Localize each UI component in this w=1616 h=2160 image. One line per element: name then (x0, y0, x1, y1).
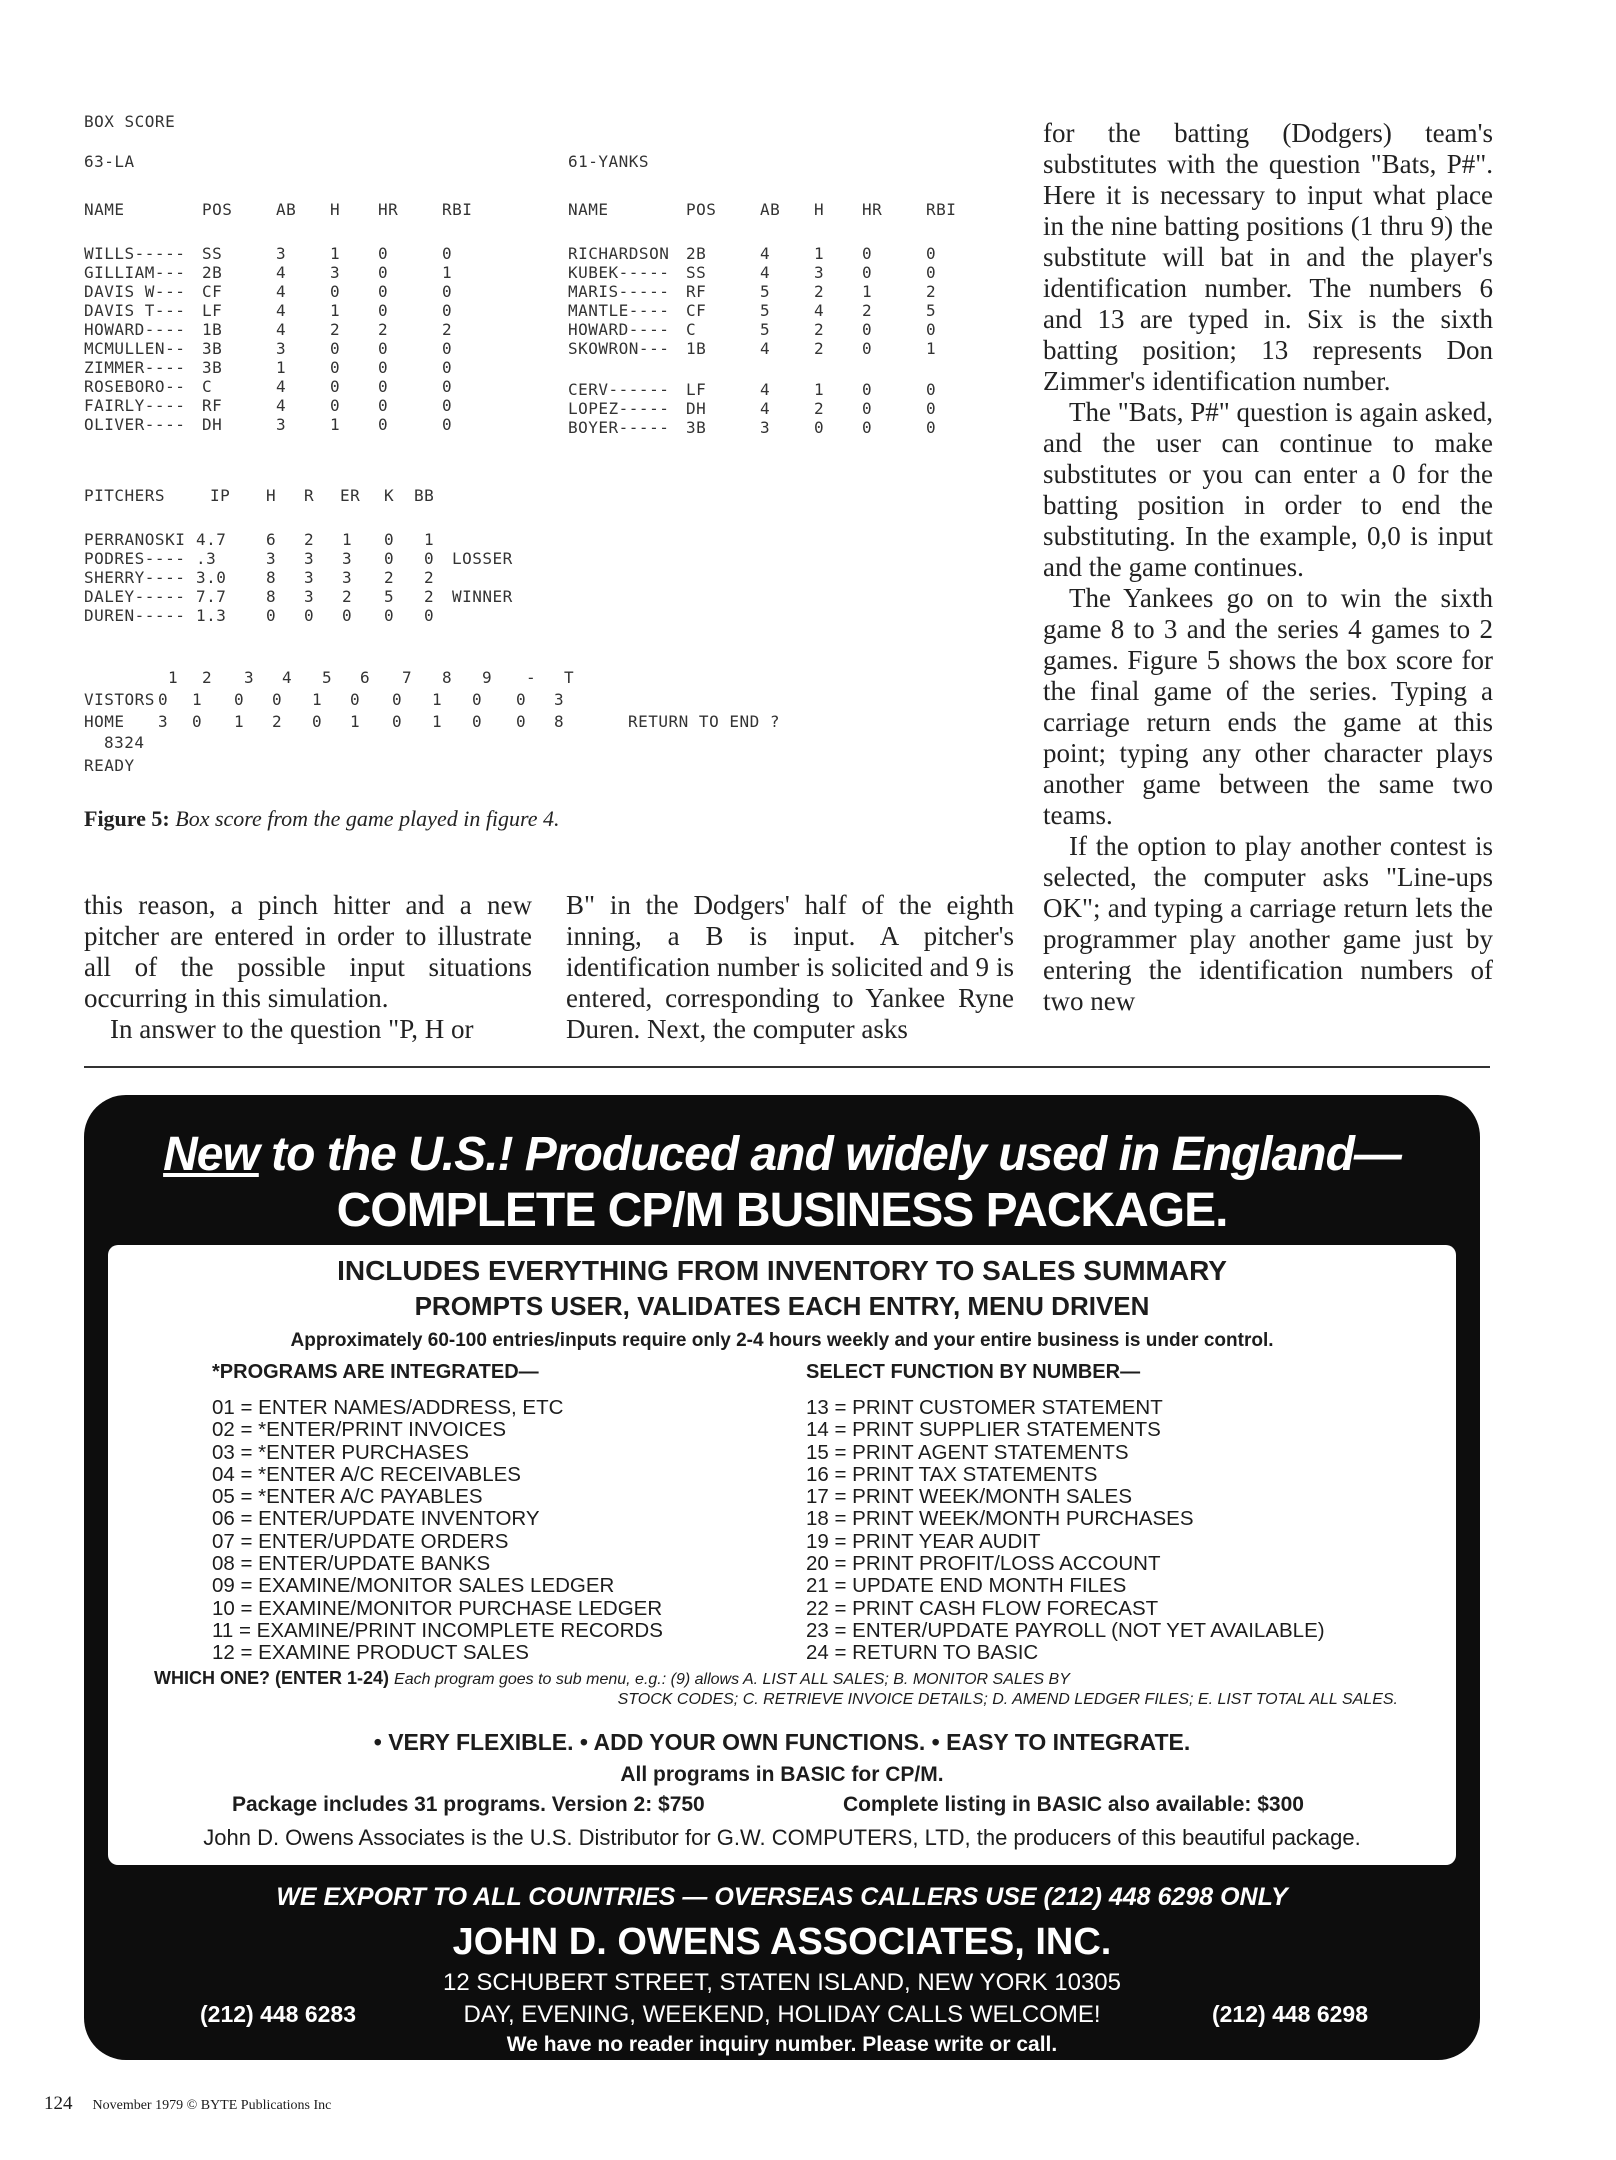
batting-table-cell: MARIS----- (568, 282, 670, 301)
batting-table-cell: 0 (862, 380, 873, 399)
batting-table-cell: HOWARD---- (568, 320, 670, 339)
batting-header-cell: POS (686, 200, 717, 219)
ad-approx: Approximately 60-100 entries/inputs require only 2-4 hours weekly and your entire business is under control. (290, 1330, 1274, 1351)
batting-table-cell: CF (686, 301, 707, 320)
batting-table-cell: 0 (442, 301, 453, 320)
pitching-header-cell: IP (210, 486, 231, 505)
batting-table-cell: 0 (926, 418, 937, 437)
batting-table-cell: C (686, 320, 697, 339)
batting-table-cell: 1 (862, 282, 873, 301)
ad-which-one-label: WHICH ONE? (ENTER 1-24) (154, 1668, 390, 1688)
batting-table-cell: 2 (442, 320, 453, 339)
batting-table-cell: 1 (926, 339, 937, 358)
pitching-table-cell: 3 (266, 549, 277, 568)
pitching-table-cell: 2 (342, 587, 353, 606)
ad-listing: Complete listing in BASIC also available: $300 (843, 1793, 1304, 1816)
pitching-header-cell: ER (340, 486, 361, 505)
batting-table-cell: 3B (686, 418, 707, 437)
linescore-visitors-cell: 0 (392, 690, 403, 709)
batting-table-cell: 1B (202, 320, 223, 339)
batting-table-cell: 4 (760, 263, 771, 282)
right-column-paragraph-1: for the batting (Dodgers) team's substitutes with the question "Bats, P#". Here it is necessary to input what place in the nine batting positions (1 thru 9) the substitute will bat in and the player's identification number. The numbers 6 and 13 are typed in. Six is the sixth batting position; 13 represents Don Zimmer's identification number. (1043, 118, 1493, 396)
figure-caption (84, 806, 560, 832)
batting-table-cell: 5 (760, 320, 771, 339)
left-column-paragraph-1: this reason, a pinch hitter and a new pitcher are entered in order to illustrate all of the possible input situations occurring in this simulation. (84, 890, 532, 1013)
batting-table-cell: 0 (330, 396, 341, 415)
batting-table-cell: 0 (442, 415, 453, 434)
batting-table-cell: 4 (760, 399, 771, 418)
linescore-visitors-cell: 0 (516, 690, 527, 709)
batting-table-cell: 0 (442, 396, 453, 415)
batting-header-cell: AB (760, 200, 781, 219)
figure-caption-text: Box score from the game played in figure 4. (175, 806, 560, 831)
pitching-table-cell: 3 (304, 568, 315, 587)
footer-credit: November 1979 © BYTE Publications Inc (92, 2098, 332, 2113)
batting-table-cell: 5 (760, 282, 771, 301)
batting-table-cell: 0 (330, 358, 341, 377)
batting-table-cell: 3 (814, 263, 825, 282)
batting-table-cell: 0 (814, 418, 825, 437)
batting-table-cell: 0 (378, 396, 389, 415)
batting-table-cell: ZIMMER---- (84, 358, 186, 377)
pitching-table-cell: 0 (304, 606, 315, 625)
ad-program-item: 02 = *ENTER/PRINT INVOICES (212, 1418, 507, 1442)
batting-table-cell: 5 (926, 301, 937, 320)
linescore-header-cell: - (526, 668, 537, 687)
ad-content-panel (108, 1245, 1456, 1865)
batting-header-cell: RBI (442, 200, 473, 219)
ad-export: WE EXPORT TO ALL COUNTRIES — OVERSEAS CALLERS USE (212) 448 6298 ONLY (276, 1883, 1288, 1911)
pitching-table-cell: LOSSER (452, 549, 513, 568)
ad-program-item: 21 = UPDATE END MONTH FILES (806, 1574, 1127, 1598)
ad-program-list-right (806, 1397, 1325, 1665)
batting-table-cell: 1 (814, 244, 825, 263)
batting-table-cell: LF (202, 301, 223, 320)
batting-table-cell: CF (202, 282, 223, 301)
ad-headline-new: New (163, 1128, 259, 1181)
ready-prompt: READY (84, 756, 135, 775)
figure-5-printout (0, 0, 1030, 800)
linescore-home-cell: 0 (516, 712, 527, 731)
batting-table-cell: 1 (330, 244, 341, 263)
pitching-table-cell: 7.7 (196, 587, 227, 606)
page-number: 124 (44, 2093, 73, 2114)
linescore-home-cell: 1 (350, 712, 361, 731)
ad-includes: INCLUDES EVERYTHING FROM INVENTORY TO SALES SUMMARY (337, 1255, 1227, 1286)
batting-table-cell: 5 (760, 301, 771, 320)
batting-table-cell: 2B (686, 244, 707, 263)
batting-table-cell: 0 (926, 399, 937, 418)
left-column-text (84, 890, 532, 1045)
ad-program-item: 22 = PRINT CASH FLOW FORECAST (806, 1596, 1159, 1620)
ad-flexible: • VERY FLEXIBLE. • ADD YOUR OWN FUNCTIONS. • EASY TO INTEGRATE. (373, 1729, 1191, 1755)
pitching-table-cell: 0 (424, 549, 435, 568)
batting-table-cell: 4 (760, 339, 771, 358)
batting-header-cell: HR (862, 200, 883, 219)
batting-table-cell: 0 (926, 380, 937, 399)
linescore-visitors-cell: 0 (234, 690, 245, 709)
batting-table-cell: 4 (276, 301, 287, 320)
batting-header-cell: RBI (926, 200, 957, 219)
batting-table-cell: 0 (442, 358, 453, 377)
batting-header-cell: H (814, 200, 825, 219)
la-team-label: 63-LA (84, 152, 135, 171)
pitching-table-cell: PERRANOSKI (84, 530, 186, 549)
left-column-paragraph-2: In answer to the question "P, H or (110, 1014, 474, 1044)
batting-header-cell: NAME (568, 200, 609, 219)
batting-table-cell: 0 (926, 263, 937, 282)
linescore-header-cell: 1 (168, 668, 179, 687)
linescore-home-cell: 0 (312, 712, 323, 731)
ad-headline-line-1 (84, 1127, 1480, 1182)
ad-program-item: 20 = PRINT PROFIT/LOSS ACCOUNT (806, 1552, 1161, 1576)
pitching-table-cell: 0 (384, 606, 395, 625)
batting-table-cell: 2B (202, 263, 223, 282)
batting-table-cell: 0 (442, 377, 453, 396)
ad-address: 12 SCHUBERT STREET, STATEN ISLAND, NEW YORK 10305 (443, 1969, 1121, 1996)
batting-table-cell: SS (202, 244, 223, 263)
linescore-home-cell: 0 (392, 712, 403, 731)
batting-table-cell: 2 (862, 301, 873, 320)
ad-headline-line-2: COMPLETE CP/M BUSINESS PACKAGE. (336, 1184, 1228, 1237)
linescore-visitors-cell: 0 (350, 690, 361, 709)
linescore-home-cell: 3 (158, 712, 169, 731)
ad-program-item: 07 = ENTER/UPDATE ORDERS (212, 1529, 509, 1553)
batting-table-cell: LF (686, 380, 707, 399)
batting-table-cell: 0 (442, 244, 453, 263)
right-column-paragraph-4: If the option to play another contest is selected, the computer asks "Line-ups OK"; and typing a carriage return lets the programmer play another game just by entering the identification numbers of two new (1043, 831, 1493, 1016)
batting-table-cell: C (202, 377, 213, 396)
right-column-paragraph-2: The "Bats, P#" question is again asked, and the user can continue to make substitutes or you can enter a 0 for the batting position in order to end the substituting. In the example, 0,0 is input and the game continues. (1043, 397, 1493, 582)
ad-program-list-left (212, 1397, 663, 1665)
batting-table-cell: 1 (442, 263, 453, 282)
ad-program-item: 08 = ENTER/UPDATE BANKS (212, 1552, 491, 1576)
ad-program-item: 18 = PRINT WEEK/MONTH PURCHASES (806, 1507, 1194, 1531)
figure-label: Figure 5: (84, 806, 170, 831)
pitching-table-cell: 0 (424, 606, 435, 625)
ad-program-item: 12 = EXAMINE PRODUCT SALES (212, 1641, 529, 1665)
ad-program-item: 14 = PRINT SUPPLIER STATEMENTS (806, 1418, 1161, 1442)
batting-table-cell: 0 (862, 418, 873, 437)
batting-table-cell: 2 (378, 320, 389, 339)
ad-headline-rest: to the U.S.! Produced and widely used in England— (258, 1128, 1401, 1181)
right-column-text (1043, 118, 1493, 1017)
batting-table-cell: 4 (760, 380, 771, 399)
pitching-table-cell: 2 (304, 530, 315, 549)
ad-program-item: 19 = PRINT YEAR AUDIT (806, 1529, 1041, 1553)
ad-program-item: 04 = *ENTER A/C RECEIVABLES (212, 1462, 521, 1486)
pitching-table-cell: 0 (384, 530, 395, 549)
batting-table-cell: 0 (862, 244, 873, 263)
pitching-table-cell: 3 (342, 568, 353, 587)
ad-prompts: PROMPTS USER, VALIDATES EACH ENTRY, MENU DRIVEN (414, 1291, 1150, 1321)
pitching-table-cell: .3 (196, 549, 217, 568)
batting-table-cell: 2 (330, 320, 341, 339)
linescore-home-cell: 1 (432, 712, 443, 731)
linescore-header-cell: 7 (402, 668, 413, 687)
linescore-home-cell: 2 (272, 712, 283, 731)
ad-company: JOHN D. OWENS ASSOCIATES, INC. (452, 1921, 1112, 1963)
ad-phone-right: (212) 448 6298 (1211, 2001, 1368, 2027)
return-prompt: RETURN TO END ? (628, 712, 780, 731)
ad-right-heading: SELECT FUNCTION BY NUMBER— (806, 1361, 1141, 1383)
pitching-table-cell: 3 (304, 587, 315, 606)
batting-table-cell: 0 (378, 358, 389, 377)
batting-table-cell: FAIRLY---- (84, 396, 186, 415)
pitching-table-cell: DALEY----- (84, 587, 186, 606)
linescore-header-cell: 2 (202, 668, 213, 687)
batting-table-cell: 0 (926, 320, 937, 339)
batting-table-cell: 0 (862, 399, 873, 418)
pitching-table-cell: 2 (424, 568, 435, 587)
batting-table-cell: DAVIS W--- (84, 282, 186, 301)
batting-table-cell: 3B (202, 339, 223, 358)
batting-table-cell: 3 (330, 263, 341, 282)
nyy-team-label: 61-YANKS (568, 152, 650, 171)
ad-program-item: 05 = *ENTER A/C PAYABLES (212, 1485, 483, 1509)
batting-table-cell: 0 (378, 244, 389, 263)
batting-table-cell: 0 (862, 320, 873, 339)
pitching-table-cell: WINNER (452, 587, 513, 606)
middle-column-paragraph: B" in the Dodgers' half of the eighth inning, a B is input. A pitcher's identification number is solicited and 9 is entered, corresponding to Yankee Ryne Duren. Next, the computer asks (566, 890, 1014, 1044)
batting-table-cell: 0 (442, 339, 453, 358)
pitching-table-cell: 1.3 (196, 606, 227, 625)
ad-program-item: 09 = EXAMINE/MONITOR SALES LEDGER (212, 1574, 615, 1598)
batting-table-cell: RF (686, 282, 707, 301)
batting-table-cell: 4 (276, 396, 287, 415)
ad-all-programs: All programs in BASIC for CP/M. (620, 1763, 944, 1786)
batting-table-cell: 0 (330, 377, 341, 396)
batting-table-cell: 2 (814, 399, 825, 418)
batting-table-cell: 4 (276, 320, 287, 339)
ad-program-item: 06 = ENTER/UPDATE INVENTORY (212, 1507, 540, 1531)
batting-table-cell: 0 (862, 263, 873, 282)
linescore-home-cell: 1 (234, 712, 245, 731)
pitching-table-cell: 3 (304, 549, 315, 568)
ad-program-item: 16 = PRINT TAX STATEMENTS (806, 1462, 1098, 1486)
pitching-table-cell: 5 (384, 587, 395, 606)
ad-program-item: 01 = ENTER NAMES/ADDRESS, ETC (212, 1396, 564, 1419)
ad-program-item: 17 = PRINT WEEK/MONTH SALES (806, 1485, 1132, 1509)
batting-table-cell: DAVIS T--- (84, 301, 186, 320)
ad-program-item: 24 = RETURN TO BASIC (806, 1641, 1039, 1665)
pitching-header-cell: R (304, 486, 315, 505)
ad-program-item: 15 = PRINT AGENT STATEMENTS (806, 1440, 1129, 1464)
batting-header-cell: NAME (84, 200, 125, 219)
pitching-table-cell: 4.7 (196, 530, 227, 549)
linescore-home-cell: 8 (554, 712, 565, 731)
ad-program-item: 10 = EXAMINE/MONITOR PURCHASE LEDGER (212, 1596, 663, 1620)
linescore-home-cell: 0 (472, 712, 483, 731)
pitching-table-cell: DUREN----- (84, 606, 186, 625)
pitching-table-cell: 1 (424, 530, 435, 549)
batting-table-cell: CERV------ (568, 380, 670, 399)
pitching-table-cell: 0 (342, 606, 353, 625)
ad-which-one (154, 1668, 1070, 1689)
batting-table-cell: RICHARDSON (568, 244, 670, 263)
batting-table-cell: 3 (276, 244, 287, 263)
linescore-header-cell: 6 (360, 668, 371, 687)
batting-table-cell: 0 (378, 415, 389, 434)
batting-table-cell: 0 (926, 244, 937, 263)
batting-table-cell: 0 (378, 377, 389, 396)
linescore-header-cell: 8 (442, 668, 453, 687)
linescore-header-cell: 5 (322, 668, 333, 687)
pitching-table-cell: 3.0 (196, 568, 227, 587)
batting-table-cell: 3 (276, 415, 287, 434)
batting-header-cell: AB (276, 200, 297, 219)
ad-program-item: 03 = *ENTER PURCHASES (212, 1440, 469, 1464)
ad-calls: DAY, EVENING, WEEKEND, HOLIDAY CALLS WELCOME! (463, 2001, 1101, 2028)
ad-left-heading: *PROGRAMS ARE INTEGRATED— (212, 1361, 539, 1383)
batting-table-cell: 0 (330, 339, 341, 358)
batting-header-cell: H (330, 200, 341, 219)
batting-table-cell: WILLS----- (84, 244, 186, 263)
batting-table-cell: BOYER----- (568, 418, 670, 437)
batting-table-cell: 4 (276, 282, 287, 301)
linescore-visitors-cell: 1 (432, 690, 443, 709)
pitching-table-cell: 1 (342, 530, 353, 549)
batting-table-cell: 2 (814, 282, 825, 301)
batting-table-cell: 0 (442, 282, 453, 301)
pitching-header-cell: H (266, 486, 277, 505)
page-footer (44, 2093, 331, 2115)
batting-header-cell: HR (378, 200, 399, 219)
batting-table-cell: LOPEZ----- (568, 399, 670, 418)
batting-table-cell: 0 (378, 301, 389, 320)
ad-distributor: John D. Owens Associates is the U.S. Distributor for G.W. COMPUTERS, LTD, the producers of this beautiful package. (203, 1825, 1361, 1850)
batting-table-cell: 1 (814, 380, 825, 399)
ad-program-item: 23 = ENTER/UPDATE PAYROLL (NOT YET AVAILABLE) (806, 1618, 1325, 1642)
ad-which-one-desc-2: STOCK CODES; C. RETRIEVE INVOICE DETAILS; D. AMEND LEDGER FILES; E. LIST TOTAL ALL SALES. (617, 1691, 1398, 1708)
batting-table-cell: 0 (378, 263, 389, 282)
linescore-visitors-cell: 3 (554, 690, 565, 709)
pitching-header-cell: PITCHERS (84, 486, 166, 505)
linescore-visitors-cell: 1 (312, 690, 323, 709)
ad-no-inquiry: We have no reader inquiry number. Please write or call. (506, 2033, 1058, 2056)
batting-table-cell: 0 (378, 282, 389, 301)
column-rule (84, 1066, 1490, 1068)
advertisement (84, 1095, 1480, 2060)
batting-table-cell: DH (686, 399, 707, 418)
batting-table-cell: 1 (276, 358, 287, 377)
pitching-header-cell: K (384, 486, 395, 505)
pitching-table-cell: SHERRY---- (84, 568, 186, 587)
pitching-table-cell: 6 (266, 530, 277, 549)
batting-table-cell: DH (202, 415, 223, 434)
batting-table-cell: KUBEK----- (568, 263, 670, 282)
pitching-table-cell: 3 (342, 549, 353, 568)
batting-table-cell: OLIVER---- (84, 415, 186, 434)
batting-table-cell: 0 (330, 282, 341, 301)
linescore-home-cell: 0 (192, 712, 203, 731)
linescore-visitors-cell: 0 (472, 690, 483, 709)
middle-column-text (566, 890, 1014, 1045)
box-score-title: BOX SCORE (84, 112, 176, 131)
home-label: HOME (84, 712, 125, 731)
linescore-header-cell: 4 (282, 668, 293, 687)
pitching-table-cell: 8 (266, 568, 277, 587)
pitching-table-cell: 8 (266, 587, 277, 606)
pitching-table-cell: 0 (384, 549, 395, 568)
batting-table-cell: 1 (330, 415, 341, 434)
ad-program-item: 13 = PRINT CUSTOMER STATEMENT (806, 1396, 1163, 1419)
batting-table-cell: 2 (926, 282, 937, 301)
batting-table-cell: 2 (814, 320, 825, 339)
batting-table-cell: 1 (330, 301, 341, 320)
batting-table-cell: 1B (686, 339, 707, 358)
batting-table-cell: 4 (276, 377, 287, 396)
batting-table-cell: 2 (814, 339, 825, 358)
visitors-label: VISTORS (84, 690, 155, 709)
ad-program-item: 11 = EXAMINE/PRINT INCOMPLETE RECORDS (212, 1618, 663, 1642)
linescore-visitors-cell: 0 (158, 690, 169, 709)
linescore-header-cell: 9 (482, 668, 493, 687)
pitching-table-cell: PODRES---- (84, 549, 186, 568)
batting-table-cell: 3 (276, 339, 287, 358)
batting-table-cell: ROSEBORO-- (84, 377, 186, 396)
pitching-table-cell: 2 (384, 568, 395, 587)
linescore-header-cell: 3 (244, 668, 255, 687)
ad-package: Package includes 31 programs. Version 2: $750 (232, 1793, 705, 1816)
batting-table-cell: HOWARD---- (84, 320, 186, 339)
pitching-header-cell: BB (414, 486, 435, 505)
batting-table-cell: 4 (276, 263, 287, 282)
linescore-visitors-cell: 1 (192, 690, 203, 709)
batting-table-cell: SS (686, 263, 707, 282)
batting-table-cell: 3B (202, 358, 223, 377)
batting-table-cell: 0 (862, 339, 873, 358)
batting-table-cell: 4 (760, 244, 771, 263)
linescore-visitors-cell: 0 (272, 690, 283, 709)
batting-table-cell: MANTLE---- (568, 301, 670, 320)
batting-table-cell: SKOWRON--- (568, 339, 670, 358)
linescore-header-cell: T (564, 668, 575, 687)
home-score-extra: 8324 (104, 733, 145, 752)
batting-table-cell: 4 (814, 301, 825, 320)
pitching-table-cell: 0 (266, 606, 277, 625)
batting-header-cell: POS (202, 200, 233, 219)
ad-which-one-desc: Each program goes to sub menu, e.g.: (9) allows A. LIST ALL SALES; B. MONITOR SALES BY (394, 1671, 1070, 1688)
right-column-paragraph-3: The Yankees go on to win the sixth game 8 to 3 and the series 4 games to 2 games. Figure 5 shows the box score for the final game of the series. Typing a carriage return ends the game at this point; typing any other character plays another game between the same two teams. (1043, 583, 1493, 830)
batting-table-cell: 3 (760, 418, 771, 437)
batting-table-cell: RF (202, 396, 223, 415)
batting-table-cell: 0 (378, 339, 389, 358)
batting-table-cell: MCMULLEN-- (84, 339, 186, 358)
ad-phone-left: (212) 448 6283 (200, 2001, 357, 2027)
pitching-table-cell: 2 (424, 587, 435, 606)
batting-table-cell: GILLIAM--- (84, 263, 186, 282)
